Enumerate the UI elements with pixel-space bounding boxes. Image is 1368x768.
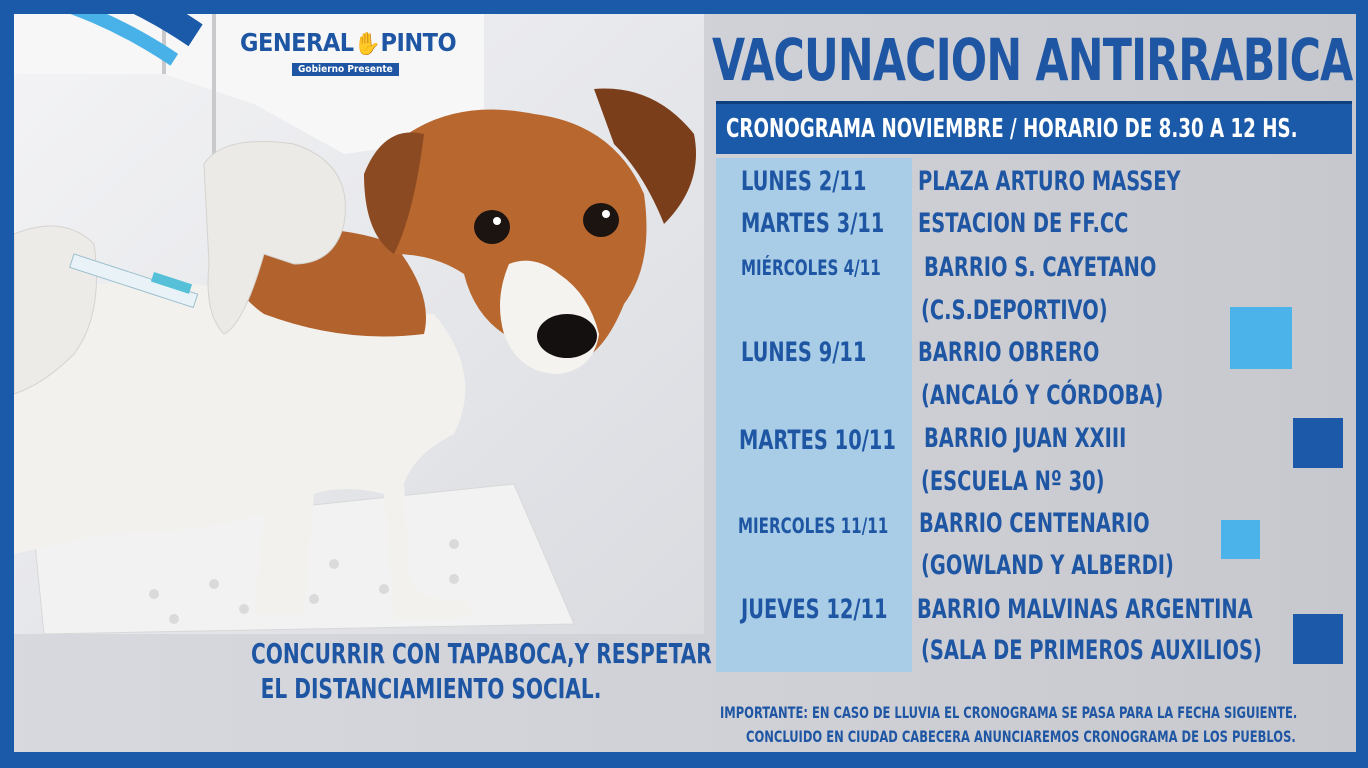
frame-top bbox=[0, 0, 1368, 14]
advice-line-2: EL DISTANCIAMIENTO SOCIAL. bbox=[260, 672, 602, 705]
schedule-place: BARRIO MALVINAS ARGENTINA bbox=[917, 594, 1253, 625]
schedule-place: BARRIO S. CAYETANO bbox=[924, 252, 1157, 283]
subtitle: CRONOGRAMA NOVIEMBRE / HORARIO DE 8.30 A 12 HS. bbox=[726, 114, 1298, 144]
schedule-day: JUEVES 12/11 bbox=[741, 594, 888, 625]
frame-left bbox=[0, 0, 14, 768]
logo-name-left: GENERAL bbox=[240, 28, 354, 57]
decor-square bbox=[1293, 614, 1343, 664]
schedule-day: MARTES 3/11 bbox=[741, 208, 885, 239]
decor-square bbox=[1230, 307, 1292, 369]
frame-right bbox=[1356, 0, 1368, 768]
schedule-place: BARRIO CENTENARIO bbox=[919, 508, 1150, 539]
schedule-day: MIÉRCOLES 4/11 bbox=[741, 256, 881, 280]
schedule-place: BARRIO JUAN XXIII bbox=[924, 423, 1127, 454]
schedule-place-detail: (SALA DE PRIMEROS AUXILIOS) bbox=[921, 635, 1262, 666]
logo-name-right: PINTO bbox=[380, 28, 457, 57]
frame-bottom bbox=[0, 752, 1368, 768]
schedule-day: LUNES 2/11 bbox=[741, 166, 867, 197]
advice-line-1: CONCURRIR CON TAPABOCA,Y RESPETAR bbox=[251, 637, 712, 670]
general-pinto-logo bbox=[240, 28, 457, 76]
health-advice bbox=[206, 636, 712, 706]
schedule-place-detail: (ESCUELA Nº 30) bbox=[921, 466, 1105, 497]
decor-square bbox=[1221, 520, 1260, 559]
schedule-place-detail: (C.S.DEPORTIVO) bbox=[921, 295, 1108, 326]
schedule-day: MIERCOLES 11/11 bbox=[738, 514, 889, 538]
important-note-line-1: IMPORTANTE: EN CASO DE LLUVIA EL CRONOGRAMA SE PASA PARA LA FECHA SIGUIENTE. bbox=[720, 703, 1298, 722]
decor-square bbox=[1293, 418, 1343, 468]
schedule-place: ESTACION DE FF.CC bbox=[918, 208, 1129, 239]
schedule-place: BARRIO OBRERO bbox=[918, 337, 1100, 368]
hand-icon: ✋ bbox=[353, 32, 381, 57]
logo-tagline: Gobierno Presente bbox=[292, 63, 399, 76]
schedule-place-detail: (GOWLAND Y ALBERDI) bbox=[921, 550, 1174, 581]
subtitle-bar bbox=[716, 101, 1352, 154]
schedule-place-detail: (ANCALÓ Y CÓRDOBA) bbox=[921, 380, 1164, 411]
important-note-line-2: CONCLUIDO EN CIUDAD CABECERA ANUNCIAREMOS CRONOGRAMA DE LOS PUEBLOS. bbox=[746, 727, 1296, 746]
poster-title: VACUNACION ANTIRRABICA bbox=[712, 26, 1353, 94]
schedule-place: PLAZA ARTURO MASSEY bbox=[918, 166, 1181, 197]
schedule-day: MARTES 10/11 bbox=[739, 425, 896, 456]
schedule-day: LUNES 9/11 bbox=[741, 337, 867, 368]
